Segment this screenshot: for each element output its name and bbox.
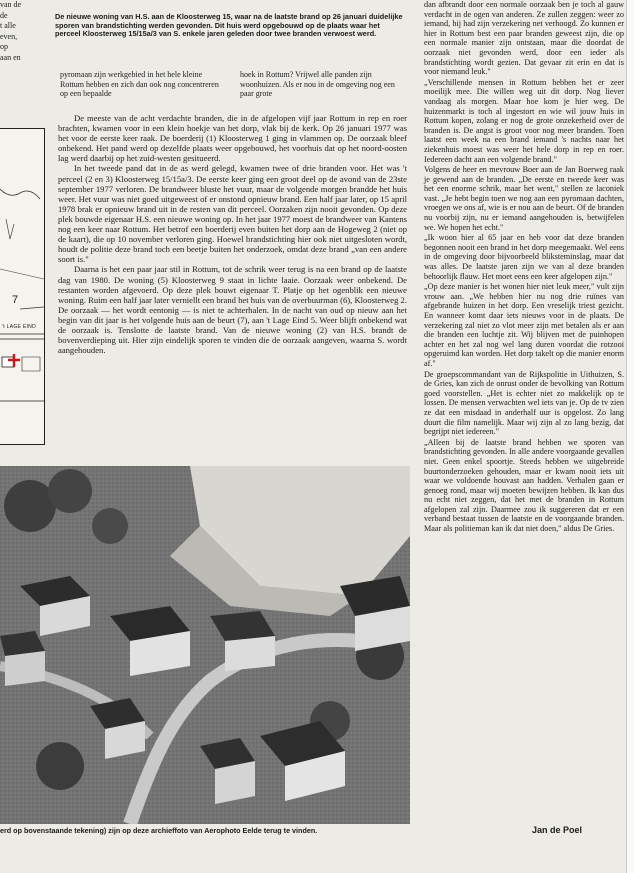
author-byline: Jan de Poel <box>532 825 583 835</box>
left-edge-line: aan en <box>0 52 21 62</box>
map-number-label: 7 <box>12 294 19 306</box>
right-paragraph: Volgens de heer en mevrouw Boer aan de Jan Boerweg raak je gewend aan de branden. „De eerste en tweede keer was het een enorme schrik, maar het went," stellen ze laconiek vast. „Je hebt begin toen we nog aan een pyromaan dachten, vroegen we ons af, wie is er nou aan de beurt. Of de branden nu voorbij zijn, nu er iemand aangehouden is, betwijfelen we. We hopen het echt." <box>424 165 624 232</box>
article-paragraph: De meeste van de acht verdachte branden, die in de afgelopen vijf jaar Rottum in rep en roer brachten, kwamen voor in een klein hoekje van het dorp, vlak bij de kerk. Op 26 januari 1977 was het voor de eerste keer raak. De boerderij (1) Kloosterweg 1 ging in vlammen op. De oorzaak bleef onbekend. Het pand werd op dezelfde plaats weer opgebouwd, het voorhuis dat op het noord-oosten lag werd daarbij op het zuid-westen gesitueerd. <box>58 113 407 164</box>
aerial-photo <box>0 466 410 824</box>
left-edge-line: de <box>0 10 8 20</box>
map-street-label: 't LAGE EIND <box>2 324 37 330</box>
article-paragraph: In het tweede pand dat in de as werd gelegd, kwamen twee of drie branden voor. Het was 't perceel (2 en 3) Kloosterweg 15/15a/3. De eerste keer ging een groot deel op de avond van de 23ste september 1977 verloren. De brandweer bluste het vuur, maar de volgende morgen brandde het huis weer. Het vuur was niet goed uitgeweest of er onstond opnieuw brand. Een half jaar later, op 15 april 1978 brak er opnieuw brand uit in de resten van dit perceel. Oorzaken zijn nooit gevonden. Op deze plek bouwde eigenaar H.S. een nieuwe woning op. In het jaar 1977 moest de brandweer van Kantens nog een keer naar Rottum. Het betrof een boerderij even buiten het dorp aan de Hogeweg 2 (niet op de kaart), die op 10 november verloren ging. Hoewel brandstichting hier ook niet uitgesloten wordt, houdt de politie deze brand toch een beetje buiten het onderzoek, omdat deze brand „van een andere soort is." <box>58 163 407 265</box>
left-edge-line: van de <box>0 0 22 9</box>
right-paragraph: „Alleen bij de laatste brand hebben we sporen van brandstichting gevonden. In alle andere voorgaande gevallen niet. Geen enkel spoortje. Steeds hebben we uitgebreide buurtonderzoeken gehouden, maar er kwam nooit iets uit waar we voldoende houvast aan hadden. Verhalen gaan er genoeg rond, maar wij moeten bewijzen hebben. Ik kan dus nu echt niet zeggen, dat het met de branden in Rottum afgelopen zal zijn. Daarmee zou ik suggereren dat er een verband bestaat tussen de laatste en de voorgaande branden. Maar als politieman kan ik dat niet doen," aldus De Gries. <box>424 437 624 534</box>
house-photo-caption: De nieuwe woning van H.S. aan de Kloosterweg 15, waar na de laatste brand op 26 januari duidelijke sporen van brandstichting werden gevonden. Dit huis werd opgebouwd op de plaats waar het perceel Kloosterweg 15/15a/3 van S. enkele jaren geleden door twee branden verwoest werd. <box>55 12 403 39</box>
article-main-column <box>58 113 407 355</box>
left-edge-line: even, <box>0 31 18 41</box>
village-map-fragment <box>0 128 45 445</box>
aerial-photo-image <box>0 466 410 824</box>
cut-off-text-right: hoek in Rottum? Vrijwel alle panden zijn woonhuizen. Als er nou in de omgeving nog een paar grote <box>240 70 395 99</box>
article-paragraph: Daarna is het een paar jaar stil in Rottum, tot de schrik weer terug is na een brand op de laatste dag van 1980. De woning (5) Kloosterweg 9 staat in lichte laaie. Oorzaak weer onbekend. De restanten worden afgevoerd. Op deze plek bouwt eigenaar T. Platje op het ogenblik een nieuwe woning. Ruim een half jaar later verniellt een brand het huis van de overbuurman (6), Kloosterweg 2. De oorzaak — het wordt eentonig — is niet te achterhalen. In de nacht van oud op nieuw aan het begin van dit jaar is het volgende huis aan de beurt (7), aan 't Lage Eind 5. Weer blijft onbekend wat de oorzaak is. Tenslotte de laatste brand. Van de nieuwe woning (2) van H.S. brandt de bovenverdieping uit. Hier zijn eindelijk sporen te vinden die de oorzaak aangeven, waarna S. wordt aangehouden. <box>58 264 407 356</box>
page-edge <box>626 0 634 873</box>
aerial-photo-caption: erd op bovenstaande tekening) zijn op deze archieffoto van Aerophoto Eelde terug te vinden. <box>0 826 318 835</box>
map-building-icon <box>2 357 14 367</box>
left-edge-column <box>0 0 22 64</box>
right-paragraph: De groepscommandant van de Rijkspolitie in Uithuizen, S. de Gries, kan zich de onrust onder de bevolking van Rottum goed voorstellen. „Het is echter niet zo makkelijk op te lossen. De mensen verwachten wel iets van je. Op de tv zien ze dat een misdaad in anderhalf uur is opgelost. Zo lang duurt die film namelijk. Maar wij zijn al zo lang bezig, dat begrijpt niet iedereen." <box>424 369 624 437</box>
right-paragraph: „Verschillende mensen in Rottum hebben het er zeer moeilijk mee. Die willen weg uit dit dorp. Nog liever vandaag als morgen. Maar hoe kom je hier weg. De huizenmarkt is toch al ingestort en wie wil jouw huis in Rottum kopen, zolang er nog de grote onzekerheid over de branden is. De angst is groot voor nog meer branden. Toen laatst een week na een brand iemand 's nachts naar het ziekenhuis moest was weer het hele dorp in rep en roer. Iedereen dacht aan een volgende brand." <box>424 77 624 164</box>
cut-off-text-row <box>60 70 400 99</box>
cut-off-text-left: pyromaan zijn werkgebied in het hele kleine Rottum hebben en zich dan ook nog concentreren op een bepaalde <box>60 70 219 99</box>
right-paragraph: „Ik woon hier al 65 jaar en heb voor dat deze branden begonnen nooit een brand in het dorp meegemaakt. Wel eens in de omgeving door bijvoorbeeld bliksteminslag, maar dat was alles. De laatste jaren zijn we van al deze branden behoorlijk flauw. Het moet eens een keer afgelopen zijn." <box>424 233 624 281</box>
right-paragraph: „Op deze manier is het wonen hier niet leuk meer," vult zijn vrouw aan. „We hebben hier nu nog drie ruïnes van afgebrande huizen in het dorp. Een vreselijk triest gezicht. En wanneer komt daar iets nieuws voor in de plaats. De verzekering zal niet zo vlot meer zijn met betalen als er aan die branden een luchtje zit. Wij blijven met de puinhopen achter en het zal nog wel lang duren voordat die rotzooi opgeruimd kan worden. Het dorp takelt op die manier enorm af." <box>424 282 624 368</box>
map-drawing <box>0 129 44 444</box>
right-paragraph: dan afbrandt door een normale oorzaak ben je toch al gauw verdacht in de ogen van anderen. Ze zullen zeggen: weer zo iemand, hij had zijn verzekering net verhoogd. Zo kunnen er hier in Rottum best een paar branden geweest zijn, die op een normale manier zijn ontstaan, maar die doordat de oorzaak niet gevonden werd, door een ieder als brandstichting wordt gezien. Dat gevaar zit erin en dat is voor niemand leuk." <box>424 0 624 77</box>
article-right-column <box>424 0 624 535</box>
left-edge-line: t alle <box>0 21 16 31</box>
left-edge-line: op <box>0 42 8 52</box>
